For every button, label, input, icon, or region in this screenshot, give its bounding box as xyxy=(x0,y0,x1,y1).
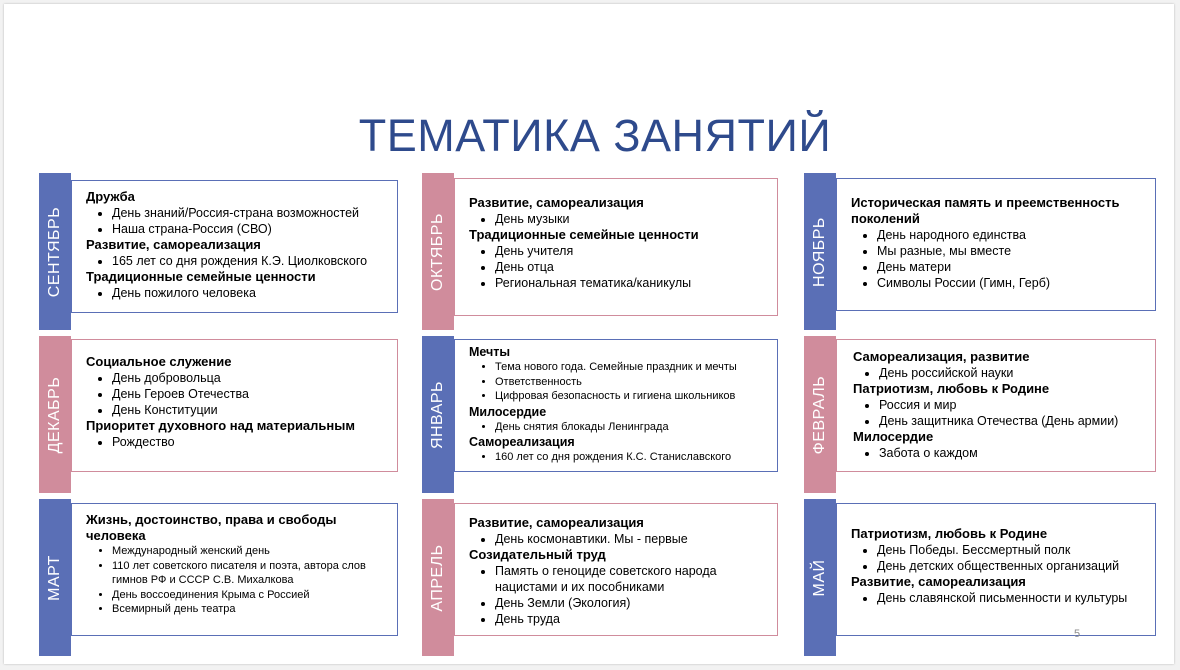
list-item: • Россия и мир xyxy=(879,397,1149,413)
month-label: НОЯБРЬ xyxy=(811,216,828,287)
month-label: ОКТЯБРЬ xyxy=(429,212,446,291)
list-item: • День народного единства xyxy=(877,227,1149,243)
list-item: • День детских общественных организаций xyxy=(877,558,1149,574)
month-tab-september xyxy=(39,173,71,330)
month-card-november xyxy=(836,178,1156,311)
list-item: • Символы России (Гимн, Герб) xyxy=(877,275,1149,291)
list-item: • Тема нового года. Семейные праздник и мечты xyxy=(495,360,771,375)
month-label: МАЙ xyxy=(811,559,828,596)
month-label: ЯНВАРЬ xyxy=(429,380,446,449)
list-item: • День учителя xyxy=(495,243,771,259)
list-item: • День Конституции xyxy=(112,402,391,418)
section-heading: Самореализация xyxy=(469,435,575,449)
month-card-december xyxy=(71,339,398,472)
page-number: 5 xyxy=(1074,628,1081,640)
month-label: МАРТ xyxy=(46,554,63,601)
list-item: • Ответственность xyxy=(495,375,771,390)
month-tab-october xyxy=(422,173,454,330)
section-heading: Социальное служение xyxy=(86,354,232,369)
list-item: • День Победы. Бессмертный полк xyxy=(877,542,1149,558)
month-tab-november xyxy=(804,173,836,330)
month-card-january xyxy=(454,339,778,472)
list-item: • День пожилого человека xyxy=(112,285,391,301)
month-tab-february xyxy=(804,336,836,493)
list-item: • День труда xyxy=(495,611,771,627)
list-item: • День снятия блокады Ленинграда xyxy=(495,420,771,435)
month-label: ФЕВРАЛЬ xyxy=(811,375,828,454)
section-heading: Жизнь, достоинство, права и свободы человека xyxy=(86,512,337,543)
list-item: • День российской науки xyxy=(879,365,1149,381)
list-item: • День музыки xyxy=(495,211,771,227)
list-item: • Забота о каждом xyxy=(879,445,1149,461)
list-item: • Международный женский день xyxy=(112,544,391,559)
section-heading: Мечты xyxy=(469,345,511,359)
list-item: • Цифровая безопасность и гигиена школьников xyxy=(495,389,771,404)
month-card-march xyxy=(71,503,398,636)
section-heading: Развитие, самореализация xyxy=(469,515,644,530)
list-item: • День Героев Отечества xyxy=(112,386,391,402)
section-heading: Традиционные семейные ценности xyxy=(86,269,316,284)
list-item: • День Земли (Экология) xyxy=(495,595,771,611)
month-tab-april xyxy=(422,499,454,656)
list-item: • 160 лет со дня рождения К.С. Станиславского xyxy=(495,450,771,465)
month-tab-march xyxy=(39,499,71,656)
month-card-september xyxy=(71,180,398,313)
month-card-april xyxy=(454,503,778,636)
list-item: • День космонавтики. Мы - первые xyxy=(495,531,771,547)
list-item: • День знаний/Россия-страна возможностей xyxy=(112,205,391,221)
list-item: • Мы разные, мы вместе xyxy=(877,243,1149,259)
list-item: • День матери xyxy=(877,259,1149,275)
section-heading: Развитие, самореализация xyxy=(469,195,644,210)
section-heading: Развитие, самореализация xyxy=(851,574,1026,589)
month-tab-may xyxy=(804,499,836,656)
section-heading: Традиционные семейные ценности xyxy=(469,227,699,242)
list-item: • День воссоединения Крыма с Россией xyxy=(112,588,391,603)
list-item: • Региональная тематика/каникулы xyxy=(495,275,771,291)
page-title: ТЕМАТИКА ЗАНЯТИЙ xyxy=(358,110,832,161)
section-heading: Приоритет духовного над материальным xyxy=(86,418,355,433)
month-tab-january xyxy=(422,336,454,493)
list-item: • Всемирный день театра xyxy=(112,602,391,617)
list-item: • День славянской письменности и культуры xyxy=(877,590,1149,606)
section-heading: Милосердие xyxy=(469,404,547,419)
list-item: • День добровольца xyxy=(112,370,391,386)
section-heading: Созидательный труд xyxy=(469,547,606,562)
section-heading: Патриотизм, любовь к Родине xyxy=(851,526,1048,541)
list-item: • Рождество xyxy=(112,434,391,450)
section-heading: Патриотизм, любовь к Родине xyxy=(853,381,1050,396)
section-heading: Историческая память и преемственность поколений xyxy=(851,195,1120,226)
month-label: ДЕКАБРЬ xyxy=(46,376,63,453)
list-item: • Память о геноциде советского народа нацистами и их пособниками xyxy=(495,563,771,595)
section-heading: Развитие, самореализация xyxy=(86,237,261,252)
month-card-february xyxy=(836,339,1156,472)
list-item: • День отца xyxy=(495,259,771,275)
month-card-october xyxy=(454,178,778,316)
month-card-may xyxy=(836,503,1156,636)
month-label: СЕНТЯБРЬ xyxy=(46,206,63,297)
list-item: • День защитника Отечества (День армии) xyxy=(879,413,1149,429)
list-item: • Наша страна-Россия (СВО) xyxy=(112,221,391,237)
list-item: • 165 лет со дня рождения К.Э. Циолковского xyxy=(112,253,391,269)
month-tab-december xyxy=(39,336,71,493)
section-heading: Самореализация, развитие xyxy=(853,349,1030,364)
month-label: АПРЕЛЬ xyxy=(429,543,446,612)
section-heading: Милосердие xyxy=(853,429,934,444)
list-item: • 110 лет советского писателя и поэта, автора слов гимнов РФ и СССР С.В. Михалкова xyxy=(112,559,391,588)
section-heading: Дружба xyxy=(86,189,135,204)
